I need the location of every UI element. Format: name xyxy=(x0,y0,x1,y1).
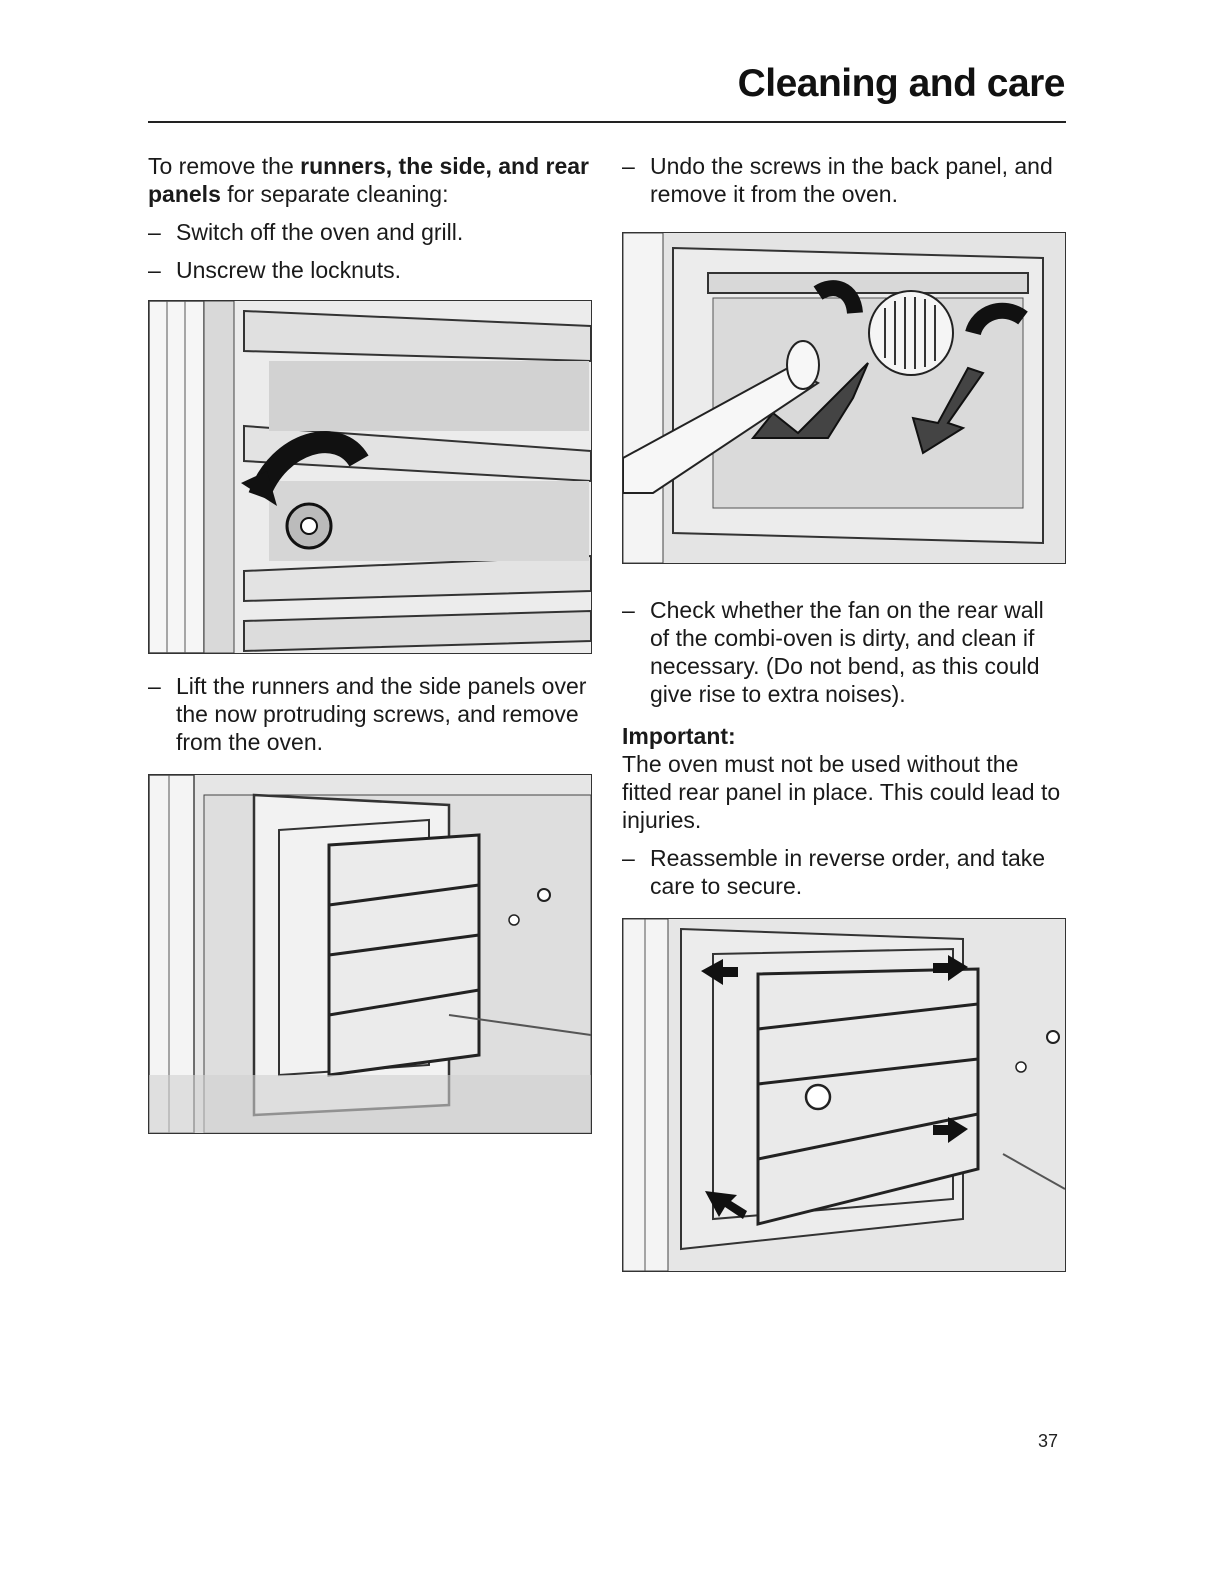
page-title: Cleaning and care xyxy=(737,62,1065,105)
intro-bold: runners, the side, and rear panels xyxy=(148,153,590,207)
figure-remove-back-panel xyxy=(622,232,1066,564)
header-rule xyxy=(148,121,1066,123)
step-undo-screws xyxy=(622,152,1066,208)
intro-suffix: for separate cleaning: xyxy=(220,181,449,207)
left-column xyxy=(148,152,598,1134)
page-number: 37 xyxy=(1037,1431,1058,1451)
step-reassemble xyxy=(622,844,1066,900)
figure-reassemble xyxy=(622,918,1066,1272)
important-heading: Important: xyxy=(622,723,736,749)
right-column xyxy=(622,152,1066,1272)
step-dash: – xyxy=(622,597,635,623)
step-text: Reassemble in reverse order, and take care to secure. xyxy=(650,845,1046,899)
figure-remove-runners xyxy=(148,774,592,1134)
intro-prefix: To remove the xyxy=(148,153,301,179)
important-text: The oven must not be used without the fitted rear panel in place. This could lead to injuries. xyxy=(622,751,1061,833)
step-text: Check whether the fan on the rear wall of the combi-oven is dirty, and clean if necessary. (Do not bend, as this could give rise to extra noises). xyxy=(650,597,1044,707)
step-dash: – xyxy=(148,219,161,245)
step-text: Undo the screws in the back panel, and remove it from the oven. xyxy=(650,153,1053,207)
step-dash: – xyxy=(622,845,635,871)
step-text: Lift the runners and the side panels over the now protruding screws, and remove from the oven. xyxy=(176,673,587,755)
step-text: Switch off the oven and grill. xyxy=(176,219,464,245)
figure-unscrew-locknut xyxy=(148,300,592,654)
step-lift-runners xyxy=(148,672,598,756)
step-dash: – xyxy=(148,257,161,283)
step-dash: – xyxy=(148,673,161,699)
step-switch-off xyxy=(148,218,598,246)
step-text: Unscrew the locknuts. xyxy=(176,257,401,283)
step-check-fan xyxy=(622,596,1066,708)
step-unscrew xyxy=(148,256,598,284)
intro-paragraph xyxy=(148,152,598,208)
step-dash: – xyxy=(622,153,635,179)
